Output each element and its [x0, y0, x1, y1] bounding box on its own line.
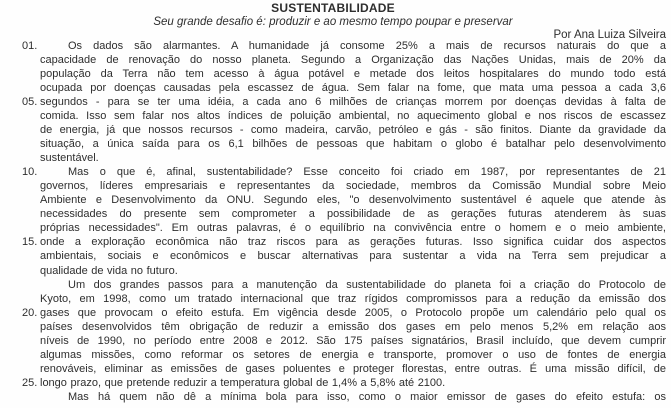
- text-line: [0, 391, 666, 403]
- text-line: [0, 194, 666, 206]
- line-number: 01.: [22, 40, 38, 52]
- text-line: [0, 82, 666, 94]
- text-line: [0, 307, 666, 319]
- line-number: 15.: [22, 236, 38, 249]
- text-line: [0, 68, 666, 80]
- text-line: [0, 363, 666, 375]
- line-text: onde a exploração econômica não traz riscos para as gerações futuras. Isso significa cuidar dos aspectos: [40, 236, 666, 249]
- line-text: população da Terra não tem acesso à água potável e metade dos leitos hospitalares do mundo todo está: [40, 68, 666, 81]
- page-title: SUSTENTABILIDADE: [271, 1, 395, 15]
- text-line: [0, 180, 666, 192]
- line-text: longo prazo, que pretende reduzir a temperatura global de 1,4% a 5,8% até 2100.: [40, 376, 446, 389]
- text-line: [0, 208, 666, 220]
- text-body: [0, 40, 666, 403]
- line-text: sustentável.: [40, 152, 99, 165]
- text-line: [0, 236, 666, 248]
- text-line: [0, 293, 666, 305]
- line-text: Um dos grandes passos para a manutenção da sustentabilidade do planeta foi a criação do Protocolo de: [68, 278, 666, 291]
- line-text: Kyoto, em 1998, como um tratado internacional que traz rígidos compromissos para a redução da emissão dos: [40, 292, 666, 305]
- line-text: países desenvolvidos têm obrigação de reduzir a emissão dos gases em pelo menos 5,2% em relação aos: [40, 320, 666, 333]
- line-text: segundos - para se ter uma idéia, a cada ano 6 milhões de crianças morrem por doenças devidas à falta de: [40, 96, 666, 109]
- text-line: [0, 54, 666, 66]
- text-line: [0, 40, 666, 52]
- text-line: [0, 377, 666, 389]
- line-text: níveis de 1990, no período entre 2008 e 2012. São 175 países signatários, Brasil incluído, que devem cumprir: [40, 334, 666, 347]
- line-text: algumas missões, como reformar os setores de energia e transporte, promover o uso de fontes de energia: [40, 348, 666, 361]
- line-text: capacidade de renovação do nosso planeta. Segundo a Organização das Nações Unidas, mais de 20% da: [40, 54, 666, 67]
- line-text: Mas o que é, afinal, sustentabilidade? Esse conceito foi criado em 1987, por representantes de 21: [68, 166, 666, 179]
- line-text: ocupada por doenças causadas pela escassez de água. Sem falar na fome, que mata uma pessoa a cada 3,6: [40, 82, 666, 95]
- text-line: [0, 279, 666, 291]
- text-line: [0, 138, 666, 150]
- text-line: [0, 265, 666, 277]
- text-line: [0, 321, 666, 333]
- line-text: próprias necessidades". Em outras palavras, é o equilíbrio na convivência entre o homem e o meio ambiente,: [40, 222, 666, 235]
- line-number: 10.: [22, 166, 38, 179]
- line-text: comida. Isso sem falar nos altos índices de poluição ambiental, no aquecimento global e nos riscos de escassez: [40, 110, 666, 123]
- author-byline: Por Ana Luiza Silveira: [553, 29, 666, 41]
- text-line: [0, 222, 666, 234]
- text-line: [0, 152, 666, 164]
- line-text: gases que provocam o efeito estufa. Em vigência desde 2005, o Protocolo propõe um calendário pelo qual os: [40, 306, 666, 319]
- line-text: situação, a única saída para os 6,1 bilhões de pessoas que habitam o globo é batalhar pelo desenvolvimento: [40, 138, 666, 151]
- text-line: [0, 96, 666, 108]
- line-number: 25.: [22, 376, 38, 389]
- line-text: necessidades do presente sem comprometer a possibilidade de as gerações futuras atenderem às suas: [40, 208, 666, 221]
- line-text: Os dados são alarmantes. A humanidade já consome 25% a mais de recursos naturais do que a: [68, 40, 666, 52]
- line-text: ambientais, sociais e econômicos e buscar alternativas para sustentar a vida na Terra sem prejudicar a: [40, 250, 666, 263]
- line-number: 20.: [22, 306, 38, 319]
- document-header: [0, 1, 666, 42]
- text-line: [0, 124, 666, 136]
- document-subtitle: Seu grande desafio é: produzir e ao mesmo tempo poupar e preservar: [153, 16, 513, 28]
- text-line: [0, 110, 666, 122]
- line-text: renováveis, eliminar as emissões de gases poluentes e proteger florestas, entre outras. É uma missão difícil, de: [40, 362, 666, 375]
- line-text: de energia, já que nossos recursos - como madeira, carvão, petróleo e gás - são finitos. Diante da gravidade da: [40, 124, 666, 137]
- text-line: [0, 250, 666, 262]
- line-text: qualidade de vida no futuro.: [40, 264, 178, 277]
- text-line: [0, 349, 666, 361]
- text-line: [0, 166, 666, 178]
- line-text: Ambiente e Desenvolvimento da ONU. Segundo eles, "o desenvolvimento sustentável é aquele que atende às: [40, 194, 666, 207]
- line-text: governos, líderes empresariais e representantes da sociedade, membros da Comissão Mundial sobre Meio: [40, 180, 666, 193]
- line-number: 05.: [22, 96, 38, 109]
- text-line: [0, 335, 666, 347]
- line-text: Mas há quem não dê a mínima bola para isso, como o maior emissor de gases do efeito estufa: os: [68, 390, 666, 403]
